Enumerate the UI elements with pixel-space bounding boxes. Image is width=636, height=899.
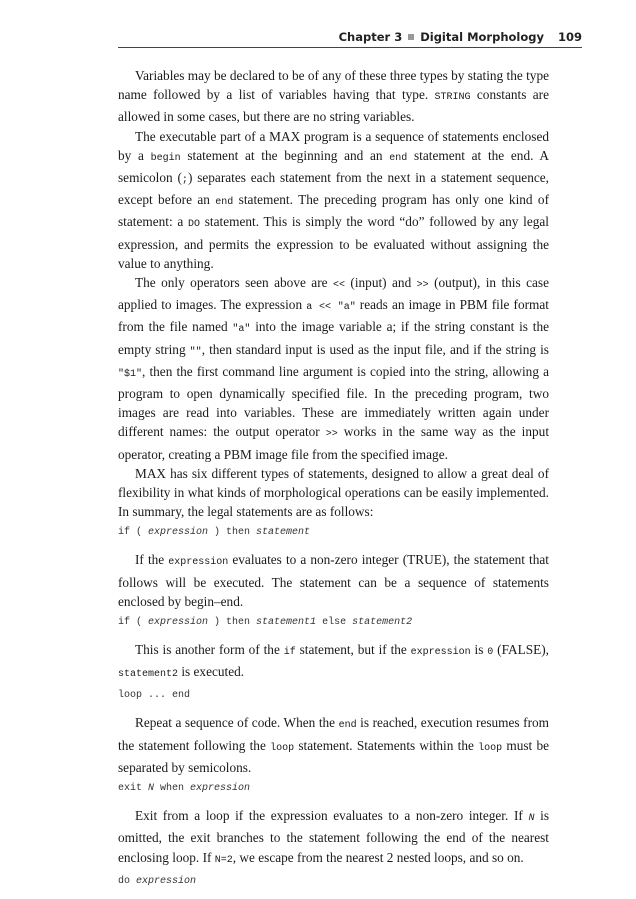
separator-square-icon	[408, 34, 414, 40]
code-do: do expression	[118, 875, 197, 887]
paragraph-6: This is another form of the if statement, but if the expression is 0 (FALSE), statement2 is executed.	[118, 642, 549, 681]
code-exit: exit N when expression	[118, 783, 251, 795]
paragraph-1: Variables may be declared to be of any of these three types by stating the type name followed by a list of variables having that type. STRING constants are allowed in some cases, but there are no string variables.	[118, 68, 549, 125]
code-loop: loop ... end	[118, 690, 191, 702]
paragraph-2: The executable part of a MAX program is a sequence of statements enclosed by a begin statement at the beginning and an end statement at the end. A semicolon (;) separates each statement from the next in a statement sequence, except before an end statement. The preceding program has only one kind of statement: a DO statement. This is simply the word “do” followed by any legal expression, and permits the expression to be evaluated without assigning the value to anything.	[118, 128, 550, 271]
paragraph-7: Repeat a sequence of code. When the end is reached, execution resumes from the statement following the loop statement. Statements within the loop must be separated by semicolons.	[118, 715, 549, 775]
code-if-then: if ( expression ) then statement	[118, 527, 311, 539]
paragraph-4: MAX has six different types of statements, designed to allow a great deal of flexibility in what kinds of morphological operations can be easily implemented. In summary, the legal statements are as follows:	[118, 465, 549, 520]
paragraph-3: The only operators seen above are << (input) and >> (output), in this case applied to images. The expression a << "a" reads an image in PBM file format from the file named "a" into the image variable a; if the string constant is the empty string "", then standard input is used as the input file, and if the string is "$1", then the first command line argument is copied into the string, allowing a program to open dynamically specified file. In the preceding program, two images are read into variables. These are immediately written again under different names: the output operator >> works in the same way as the input operator, creating a PBM image file from the specified image.	[118, 275, 550, 462]
body-text	[118, 66, 549, 899]
paragraph-8: Exit from a loop if the expression evaluates to a non-zero integer. If N is omitted, the exit branches to the statement following the end of the nearest enclosing loop. If N=2, we escape from the nearest 2 nested loops, and so on.	[118, 808, 549, 866]
page-number: 109	[557, 30, 582, 44]
chapter-title: Digital Morphology	[420, 30, 544, 44]
chapter-label: Chapter 3	[338, 30, 403, 44]
paragraph-5: If the expression evaluates to a non-zero integer (TRUE), the statement that follows will be executed. The statement can be a sequence of statements enclosed by begin–end.	[118, 552, 549, 609]
code-if-then-else: if ( expression ) then statement1 else statement2	[118, 617, 413, 629]
running-header	[118, 30, 582, 44]
header-rule	[118, 47, 582, 48]
